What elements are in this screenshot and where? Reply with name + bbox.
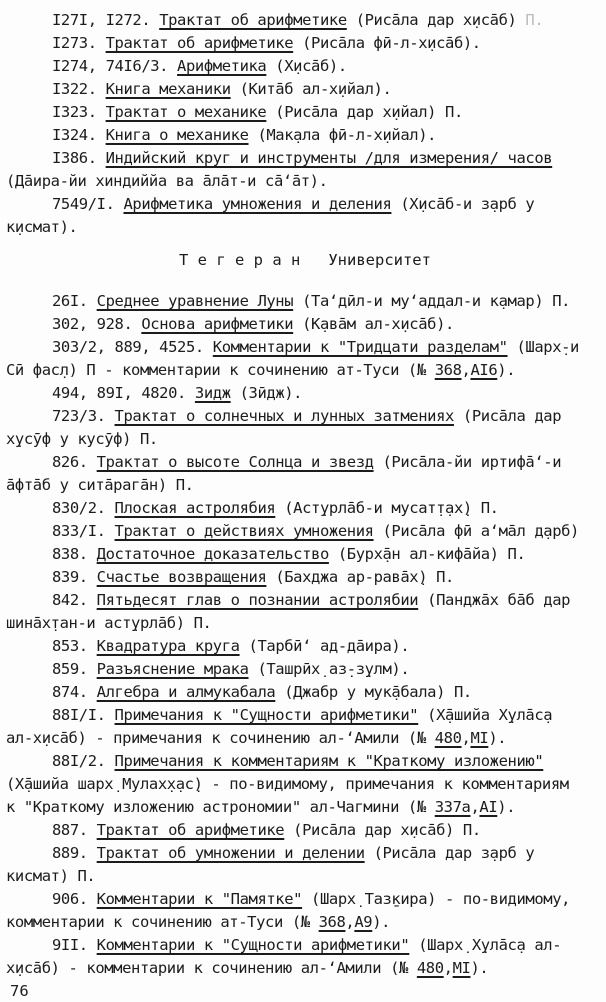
underlined-title: Комментарии к "Сущности арифметики" xyxy=(96,936,410,954)
entry-first-line xyxy=(6,101,604,124)
entry-text: 88I/I. xyxy=(52,706,115,724)
entry-text: 842. xyxy=(52,591,97,609)
underlined-title: 480 xyxy=(416,959,444,977)
entry-text: I274, 74I6/3. xyxy=(52,57,178,75)
entry-first-line xyxy=(6,520,604,543)
underlined-title: Плоская астролябия xyxy=(114,499,276,517)
entry-first-line xyxy=(6,819,604,842)
entry-text: (Шарх̣ Х̣ула̄с̣а ал- xyxy=(409,936,562,954)
underlined-title: Комментарии к "Памятке" xyxy=(96,890,303,908)
entry-first-line xyxy=(6,842,604,865)
entry-text: Сӣ фас̣л) П - комментарии к сочинению ат-Туси (№ xyxy=(6,361,435,379)
entry-text: а̄фта̄б у сита̄рага̄н) П. xyxy=(6,476,194,494)
entry-text: (Х̣иса̄б-и з̣арб у xyxy=(391,195,535,213)
entry-first-line xyxy=(6,147,604,170)
entry-text: , xyxy=(470,798,480,816)
entry-text: 723/3. xyxy=(52,407,115,425)
entry-text: х̣усӯф у кусӯф) П. xyxy=(6,430,158,448)
entry-text: ). xyxy=(470,959,489,977)
entry-text: , xyxy=(443,959,453,977)
underlined-title: Пятьдесят глав о познании астролябии xyxy=(96,591,419,609)
underlined-title: АI6 xyxy=(470,361,498,379)
entry-text: ). xyxy=(488,729,507,747)
entry-first-line xyxy=(6,658,604,681)
entry-text: (Шарх̣-и xyxy=(507,338,579,356)
entry-text: шина̄х̣тан-и аст̣урла̄б) П. xyxy=(6,614,212,632)
entry-text: (Да̄ира-йи хиндиййа ва а̄ла̄т-и са̄‘а̄т). xyxy=(6,172,328,190)
entry-text: 874. xyxy=(52,683,97,701)
entry-text: 838. xyxy=(52,545,97,563)
entry-wrap-line xyxy=(6,474,604,497)
entry-first-line xyxy=(6,193,604,216)
faint-text: П. xyxy=(525,11,544,29)
underlined-title: Алгебра и алмукабала xyxy=(96,683,276,701)
underlined-title: Квадратура круга xyxy=(96,637,240,655)
entry-text: (Джабр у мук̣а̄бала) П. xyxy=(275,683,472,701)
entry-wrap-line xyxy=(6,865,604,888)
entry-text: 889. xyxy=(52,844,97,862)
entry-first-line xyxy=(6,589,604,612)
underlined-title: Индийский круг и инструменты /для измерения/ часов xyxy=(105,149,553,167)
entry-text: (Риса̄ла дар х̣иса̄б) П. xyxy=(284,821,481,839)
entry-text: х̣иса̄б) - комментарии к сочинению ал-‘Амили (№ xyxy=(6,959,417,977)
entry-first-line xyxy=(6,566,604,589)
underlined-title: Трактат о высоте Солнца и звезд xyxy=(96,453,374,471)
entry-list-bottom xyxy=(6,290,604,980)
entry-wrap-line xyxy=(6,727,604,750)
entry-text: (Бахджа ар-рава̄х̣) П. xyxy=(266,568,454,586)
entry-first-line xyxy=(6,32,604,55)
underlined-title: Зидж xyxy=(194,384,231,402)
entry-first-line xyxy=(6,405,604,428)
entry-text: (Шарх̣ Таз̱кира) - по-видимому, xyxy=(302,890,571,908)
entry-first-line xyxy=(6,451,604,474)
entry-first-line xyxy=(6,888,604,911)
entry-wrap-line xyxy=(6,796,604,819)
entry-wrap-line xyxy=(6,911,604,934)
entry-first-line xyxy=(6,635,604,658)
entry-first-line xyxy=(6,290,604,313)
underlined-title: Трактат о солнечных и лунных затмениях xyxy=(114,407,454,425)
entry-text: ). xyxy=(372,913,391,931)
entry-text: (Х̣иса̄б). xyxy=(266,57,347,75)
entry-text: 303/2, 889, 4525. xyxy=(52,338,213,356)
entry-text: (Риса̄ла дар х̣иса̄б) xyxy=(346,11,526,29)
entry-text: (Кита̄б ал-х̣ийал). xyxy=(230,80,392,98)
entry-text: 9II. xyxy=(52,936,97,954)
entry-text: 833/I. xyxy=(52,522,115,540)
entry-first-line xyxy=(6,124,604,147)
entry-text: (Риса̄ла дар х̣ийал) П. xyxy=(266,103,463,121)
underlined-title: Трактат о действиях умножения xyxy=(114,522,374,540)
entry-list-top xyxy=(6,9,604,239)
entry-text: (Зӣдж). xyxy=(230,384,303,402)
entry-first-line xyxy=(6,681,604,704)
entry-text: к "Краткому изложению астрономии" ал-Чагмини (№ xyxy=(6,798,435,816)
entry-text: (Х̣а̄шийа шарх̣ Мулах̣х̣ас̣) - по-видимому, примечания к комментариям xyxy=(6,775,569,793)
entry-wrap-line xyxy=(6,612,604,635)
entry-text: 839. xyxy=(52,568,97,586)
underlined-title: Примечания к комментариям к "Краткому изложению" xyxy=(114,752,544,770)
underlined-title: Арифметика умножения и деления xyxy=(123,195,392,213)
entry-text: (Тарбӣ‘ ад-да̄ира). xyxy=(239,637,410,655)
entry-text: I324. xyxy=(52,126,106,144)
entry-text: I323. xyxy=(52,103,106,121)
entry-wrap-line xyxy=(6,428,604,451)
entry-wrap-line xyxy=(6,773,604,796)
underlined-title: Трактат об арифметике xyxy=(105,34,294,52)
entry-wrap-line xyxy=(6,957,604,980)
entry-text: комментарии к сочинению ат-Туси (№ xyxy=(6,913,319,931)
entry-text: (Риса̄ла фӣ-л-х̣иса̄б). xyxy=(293,34,481,52)
entry-first-line xyxy=(6,497,604,520)
entry-text: (Риса̄ла дар xyxy=(453,407,562,425)
underlined-title: Трактат об умножении и делении xyxy=(96,844,365,862)
underlined-title: 337а xyxy=(434,798,471,816)
underlined-title: Арифметика xyxy=(177,57,267,75)
entry-first-line xyxy=(6,313,604,336)
underlined-title: Достаточное доказательство xyxy=(96,545,329,563)
entry-wrap-line xyxy=(6,170,604,193)
entry-text: (Аст̣урла̄б-и мусат̣т̣ах̣) П. xyxy=(275,499,499,517)
entry-first-line xyxy=(6,934,604,957)
underlined-title: АI xyxy=(479,798,498,816)
underlined-title: Комментарии к "Тридцати разделам" xyxy=(212,338,508,356)
underlined-title: Примечания к "Сущности арифметики" xyxy=(114,706,419,724)
entry-text: к̣исмат). xyxy=(6,218,78,236)
entry-text: (Х̣а̄шийа Х̣ула̄с̣а xyxy=(418,706,553,724)
underlined-title: Трактат об арифметике xyxy=(96,821,285,839)
entry-text: 887. xyxy=(52,821,97,839)
entry-text: 494, 89I, 4820. xyxy=(52,384,195,402)
entry-text: (Панджа̄х ба̄б дар xyxy=(418,591,571,609)
entry-text: (Риса̄ла фӣ а‘ма̄л д̣арб) xyxy=(373,522,579,540)
entry-text: , xyxy=(461,729,471,747)
entry-first-line xyxy=(6,704,604,727)
entry-text: 26I. xyxy=(52,292,97,310)
underlined-title: 480 xyxy=(434,729,462,747)
entry-first-line xyxy=(6,382,604,405)
underlined-title: Разъяснение мрака xyxy=(96,660,249,678)
underlined-title: Основа арифметики xyxy=(141,315,294,333)
entry-wrap-line xyxy=(6,359,604,382)
entry-text: (Мак̣ала фӣ-л-х̣ийал). xyxy=(248,126,437,144)
entry-first-line xyxy=(6,55,604,78)
underlined-title: Счастье возвращения xyxy=(96,568,267,586)
underlined-title: 368 xyxy=(318,913,346,931)
entry-text: (Бурх̣а̄н ал-кифа̄йа) П. xyxy=(328,545,526,563)
entry-text: кисмат) П. xyxy=(6,867,96,885)
underlined-title: Трактат о механике xyxy=(105,103,267,121)
entry-text: (Риса̄ла-йи иртифа̄‘-и xyxy=(373,453,562,471)
underlined-title: Среднее уравнение Луны xyxy=(96,292,294,310)
entry-text: 859. xyxy=(52,660,97,678)
underlined-title: 368 xyxy=(434,361,462,379)
entry-text: 830/2. xyxy=(52,499,115,517)
entry-text: ). xyxy=(497,361,516,379)
entry-first-line xyxy=(6,9,604,32)
entry-text: 906. xyxy=(52,890,97,908)
underlined-title: Трактат об арифметике xyxy=(159,11,347,29)
entry-text: ). xyxy=(497,798,516,816)
entry-first-line xyxy=(6,543,604,566)
entry-text: I322. xyxy=(52,80,106,98)
entry-text: (К̣ава̄м ал-х̣иса̄б). xyxy=(293,315,454,333)
underlined-title: МI xyxy=(452,959,471,977)
underlined-title: Книга о механике xyxy=(105,126,249,144)
entry-text: , xyxy=(461,361,471,379)
entry-text: I273. xyxy=(52,34,106,52)
entry-text: 826. xyxy=(52,453,97,471)
entry-text: 7549/I. xyxy=(52,195,124,213)
entry-text: I386. xyxy=(52,149,106,167)
entry-text: , xyxy=(345,913,355,931)
entry-text: 853. xyxy=(52,637,97,655)
entry-text: (Та‘дӣл-и му‘аддал-и к̣амар) П. xyxy=(293,292,571,310)
page-number: 76 xyxy=(10,982,29,1000)
entry-first-line xyxy=(6,78,604,101)
entry-text: (Ташрӣх̣ аз̣-з̣улм). xyxy=(248,660,410,678)
entry-text: (Риса̄ла дар з̣арб у xyxy=(364,844,535,862)
entry-text: I27I, I272. xyxy=(52,11,160,29)
entry-wrap-line xyxy=(6,216,604,239)
underlined-title: А9 xyxy=(354,913,373,931)
entry-first-line xyxy=(6,336,604,359)
section-heading: Т е г е р а н Университет xyxy=(179,251,431,269)
entry-first-line xyxy=(6,750,604,773)
entry-text: 302, 928. xyxy=(52,315,142,333)
entry-text: 88I/2. xyxy=(52,752,115,770)
entry-text: ал-х̣иса̄б) - примечания к сочинению ал-‘Амили (№ xyxy=(6,729,435,747)
underlined-title: МI xyxy=(470,729,489,747)
underlined-title: Книга механики xyxy=(105,80,231,98)
